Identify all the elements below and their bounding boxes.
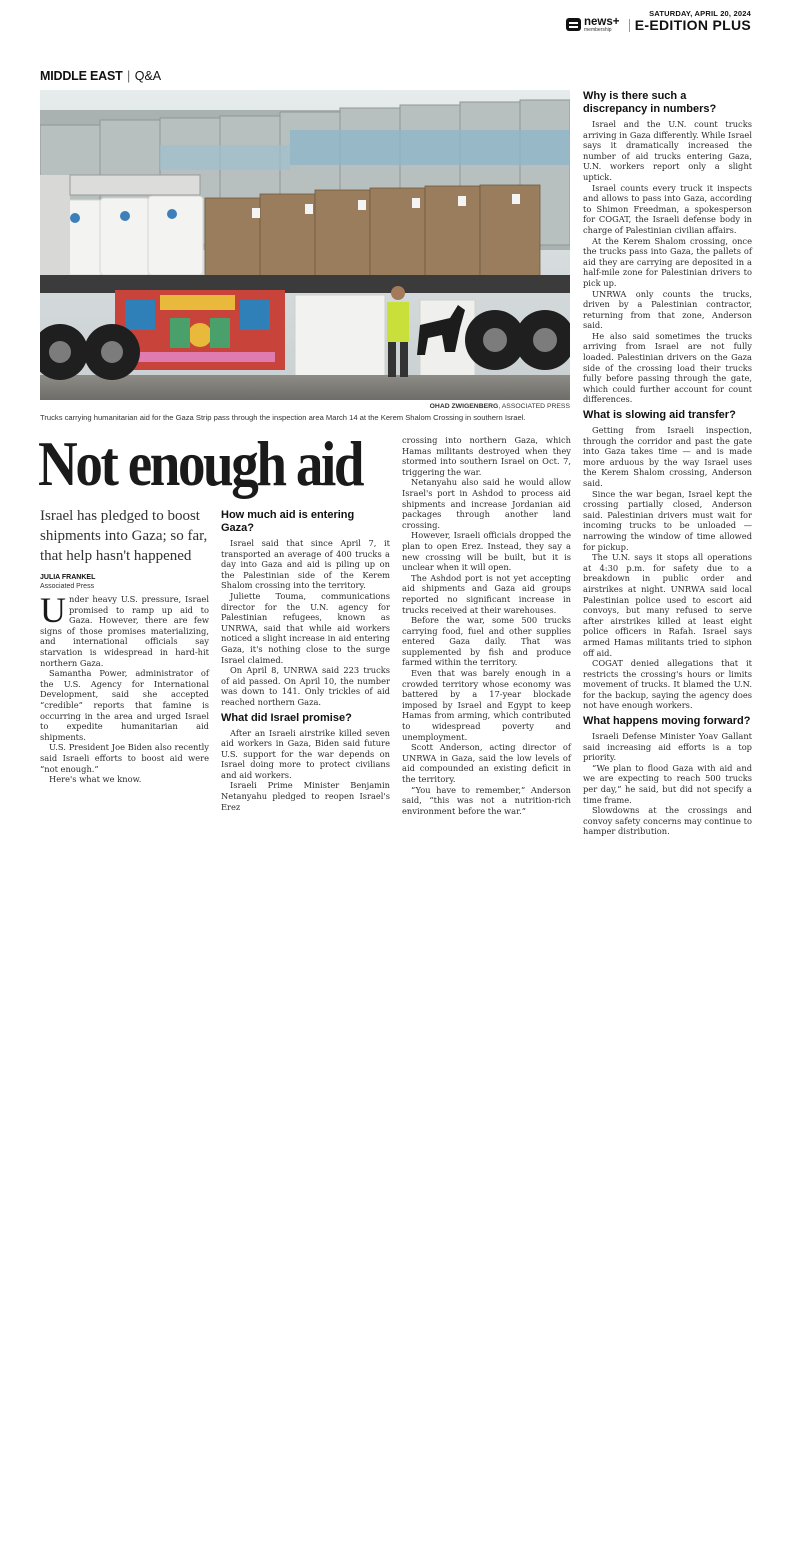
section-divider: |	[127, 69, 131, 83]
paragraph: Netanyahu also said he would allow Israel's port in Ashdod to process aid shipments and increase Jordanian aid packages through another land crossing.	[402, 477, 571, 530]
paragraph: Israel said that since April 7, it transported an average of 400 trucks a day into Gaza and aid is piling up on the Palestinian side of the Kerem Shalom crossing into the territory.	[221, 538, 390, 591]
news-plus-logo[interactable]	[566, 16, 628, 34]
subhead: What is slowing aid transfer?	[583, 409, 736, 422]
subhead: What happens moving forward?	[583, 715, 751, 728]
news-logo-icon	[566, 18, 581, 31]
subhead: How much aid is entering Gaza?	[221, 509, 355, 534]
edition-title: E-EDITION PLUS	[634, 17, 751, 33]
paragraph: crossing into northern Gaza, which Hamas militants destroyed when they stormed into southern Israel on Oct. 7, triggering the war.	[402, 435, 571, 477]
aid-trucks-photo-illustration	[40, 90, 570, 400]
section-name: MIDDLE EAST	[40, 69, 123, 83]
subhead: What did Israel promise?	[221, 711, 352, 724]
paragraph: Here's what we know.	[49, 774, 142, 785]
headline: Not enough aid	[38, 428, 363, 499]
paragraph: Israel and the U.N. count trucks arriving in Gaza differently. While Israel says it dramatically increased the number of aid trucks entering Gaza, U.N. workers report only a slight uptick.	[583, 119, 752, 182]
article-column-3	[402, 435, 571, 816]
subhead: Why is there such a discrepancy in numbers?	[583, 90, 717, 115]
paragraph: He also said sometimes the trucks arriving from Israel are not fully loaded. Palestinian drivers on the Gaza side of the crossing load their trucks fully before passing through the gate, which could further account for count differences.	[583, 330, 752, 405]
lead-paragraph-text: nder heavy U.S. pressure, Israel promised to ramp up aid to Gaza. However, there are few signs of those promises materializing, and international officials say starvation is widespread in hard-hit northern Gaza.	[40, 594, 209, 668]
article-column-2	[221, 509, 390, 812]
edition-date: SATURDAY, APRIL 20, 2024	[649, 9, 751, 18]
logo-text: news+	[584, 16, 620, 28]
masthead-divider	[629, 19, 630, 32]
paragraph: Juliette Touma, communications director for the U.N. agency for Palestinian refugees, known as UNRWA, said that while aid workers noticed a slight increase in aid entering Gaza, it's nothing close to the surge Israel claimed.	[221, 590, 390, 665]
paragraph: Samantha Power, administrator of the U.S. Agency for International Development, said she accepted “credible” reports that famine is occurring in the area and urged Israel to expedite humanitarian aid shipments.	[40, 668, 209, 742]
paragraph: Israel counts every truck it inspects and allows to pass into Gaza, according to Shimon Freedman, a spokesperson for COGAT, the Israeli defense body in charge of Palestinian civilian affairs.	[583, 182, 752, 235]
paragraph: Israeli Defense Minister Yoav Gallant said increasing aid efforts is a top priority.	[583, 731, 752, 763]
photo-agency: , ASSOCIATED PRESS	[498, 403, 570, 410]
paragraph: Getting from Israeli inspection, through the corridor and past the gate into Gaza takes time — and is made more arduous by the way Israel uses the Kerem Shalom crossing, Anderson said.	[583, 425, 752, 488]
byline-agency: Associated Press	[40, 583, 95, 590]
paragraph: “We plan to flood Gaza with aid and we are expecting to reach 500 trucks per day,” he said, but did not specify a time frame.	[583, 762, 752, 805]
paragraph: The U.N. says it stops all operations at 4:30 p.m. for safety due to a breakdown in public order and airstrikes at night. UNRWA said local Palestinian police used to escort aid convoys, but many refused to serve after airstrikes killed at least eight police officers in Rafah. Israel says armed Hamas militants tried to siphon off aid.	[583, 552, 752, 658]
paragraph: At the Kerem Shalom crossing, once the trucks pass into Gaza, the pallets of aid they are carrying are deposited in a half-mile zone for Palestinian drivers to pick up.	[583, 235, 752, 288]
paragraph: Scott Anderson, acting director of UNRWA in Gaza, said the low levels of aid compounded an existing deficit in the territory.	[402, 742, 571, 784]
article-photo	[40, 90, 570, 400]
paragraph: Before the war, some 500 trucks carrying food, fuel and other supplies entered Gaza daily. That was supplemented by fish and produce farmed within the territory.	[402, 615, 571, 668]
paragraph: After an Israeli airstrike killed seven aid workers in Gaza, Biden said future U.S. support for the war depends on Israel doing more to protect civilians and aid workers.	[221, 727, 390, 780]
paragraph: Even that was barely enough in a crowded territory whose economy was battered by a 17-year blockade imposed by Israel and Egypt to keep Hamas from arming, which contributed to widespread poverty and unemployment.	[402, 668, 571, 742]
photo-credit	[40, 403, 570, 410]
dropcap: U	[40, 590, 66, 630]
logo-subtext: membership	[584, 27, 612, 33]
paragraph: COGAT denied allegations that it restricts the crossing's hours or limits movement of trucks. It blamed the U.N. for the backup, saying the agency does not have enough workers.	[583, 658, 752, 711]
article-column-4	[583, 90, 752, 837]
article-column-1	[40, 590, 209, 785]
paragraph: However, Israeli officials dropped the plan to open Erez. Instead, they say a new crossing will be built, but it is unclear when it will open.	[402, 530, 571, 573]
section-label	[40, 69, 161, 83]
paragraph: “You have to remember,” Anderson said, “this was not a nutrition-rich environment before the war.”	[402, 784, 571, 816]
paragraph: UNRWA only counts the trucks, driven by a Palestinian contractor, returning from that zone, Anderson said.	[583, 288, 752, 331]
paragraph: Since the war began, Israel kept the crossing partially closed, Anderson said. Palestinian drivers must wait for incoming trucks to be unloaded — narrowing the window of time allowed for pickup.	[583, 488, 752, 552]
photo-caption: Trucks carrying humanitarian aid for the Gaza Strip pass through the inspection area March 14 at the Kerem Shalom Crossing in southern Israel.	[40, 413, 526, 422]
paragraph: U.S. President Joe Biden also recently said Israeli efforts to boost aid were “not enough.”	[40, 742, 209, 774]
paragraph: Slowdowns at the crossings and convoy safety concerns may continue to hamper distribution.	[583, 805, 752, 837]
section-tag: Q&A	[134, 69, 162, 83]
deck: Israel has pledged to boost shipments into Gaza; so far, that help hasn't happened	[40, 508, 208, 564]
paragraph: Israeli Prime Minister Benjamin Netanyahu pledged to reopen Israel's Erez	[221, 780, 390, 812]
paragraph: On April 8, UNRWA said 223 trucks of aid passed. On April 10, the number was down to 141. Only trickles of aid reached northern Gaza.	[221, 665, 390, 707]
paragraph: The Ashdod port is not yet accepting aid shipments and Gaza aid groups reported no significant increase in trucks received at their warehouses.	[402, 572, 571, 615]
photographer-name: OHAD ZWIGENBERG	[429, 403, 499, 410]
byline-author: JULIA FRANKEL	[40, 574, 96, 581]
lead-paragraph	[40, 590, 209, 668]
